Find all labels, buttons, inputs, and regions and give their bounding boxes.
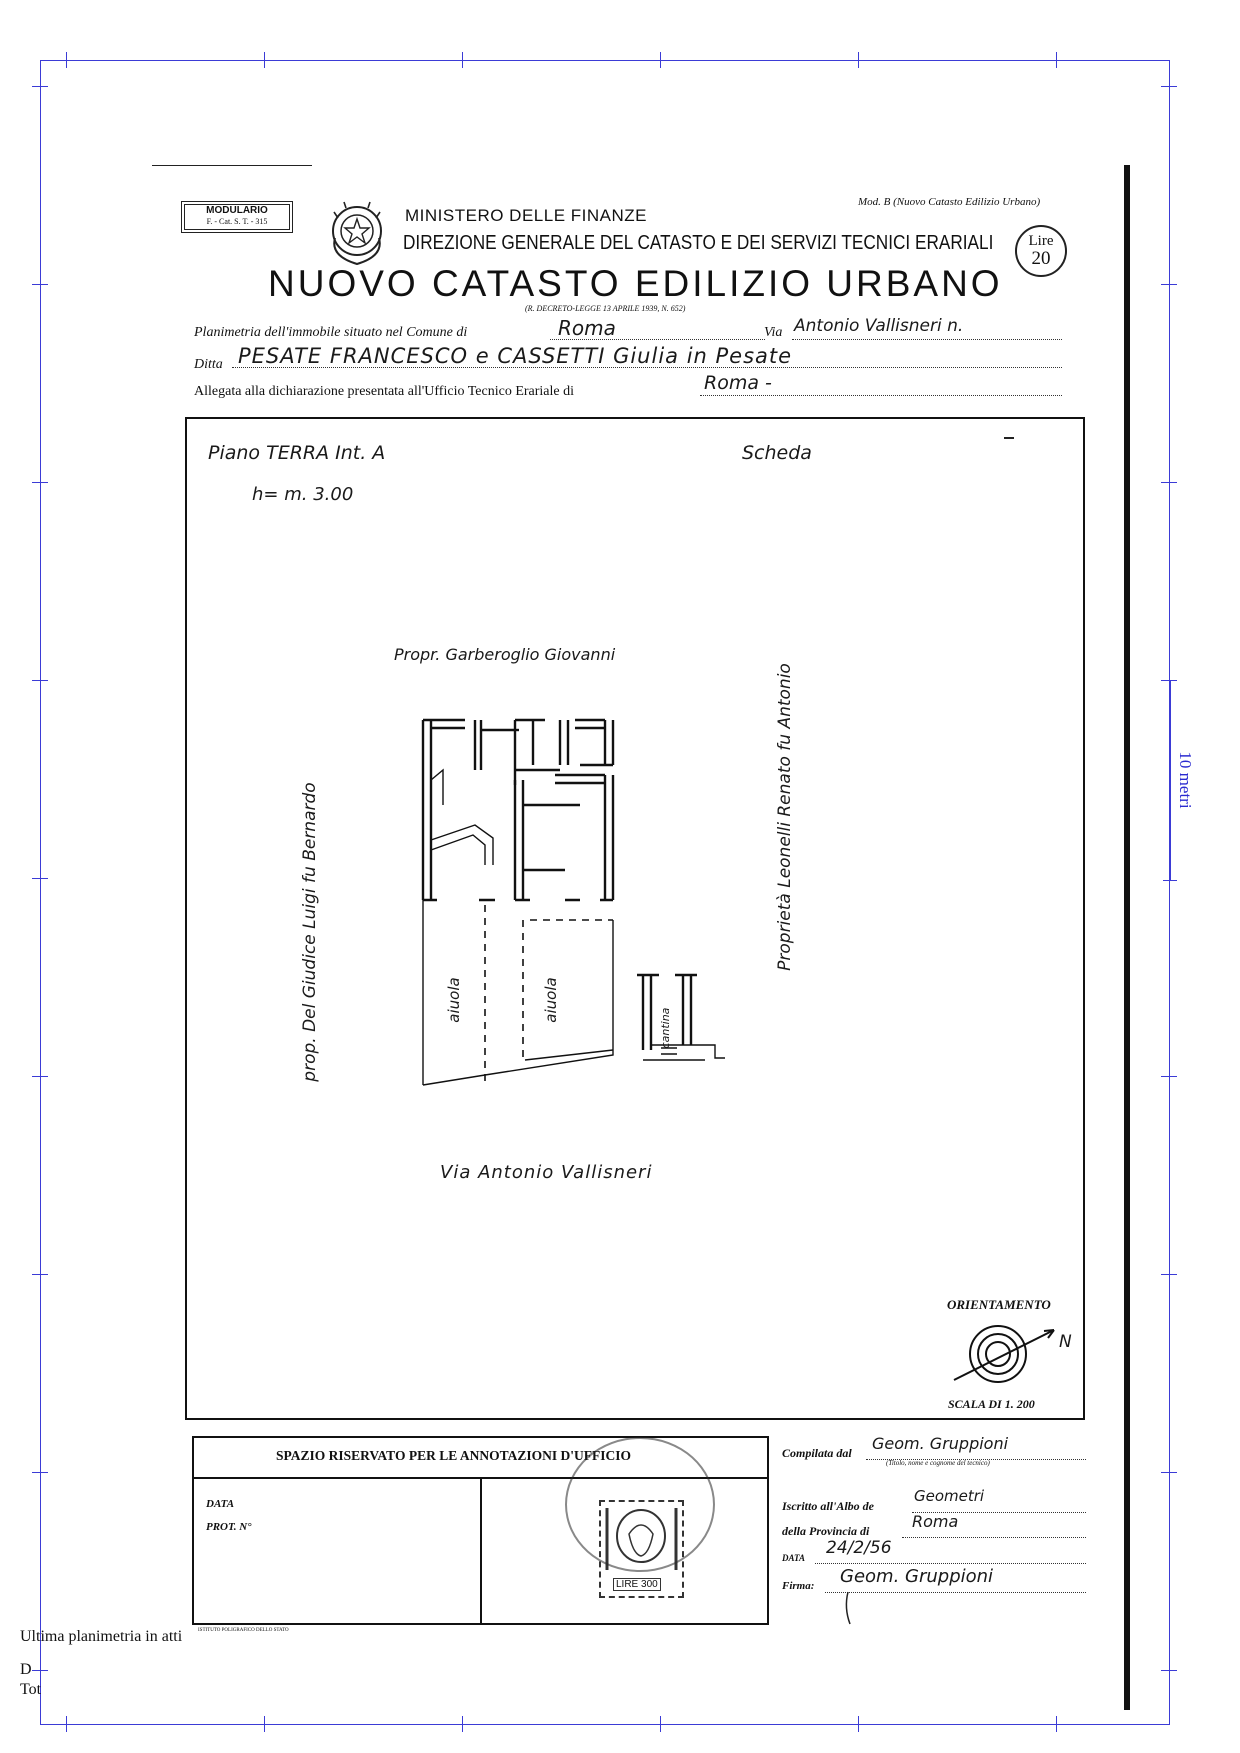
allegata-line bbox=[700, 394, 1062, 396]
tick bbox=[1161, 86, 1177, 87]
allegata-label: Allegata alla dichiarazione presentata all'Ufficio Tecnico Erariale di bbox=[194, 384, 575, 399]
tick bbox=[1161, 1670, 1177, 1671]
spazio-title: SPAZIO RISERVATO PER LE ANNOTAZIONI D'UFFICIO bbox=[276, 1448, 631, 1463]
tick bbox=[858, 1716, 859, 1732]
ministry: MINISTERO DELLE FINANZE bbox=[405, 206, 647, 225]
tick bbox=[264, 1716, 265, 1732]
street-label: Via Antonio Vallisneri bbox=[440, 1162, 653, 1183]
scheda-dash bbox=[1004, 437, 1014, 439]
data-label: DATA bbox=[206, 1498, 235, 1510]
tick bbox=[660, 1716, 661, 1732]
page-right-edge bbox=[1124, 165, 1130, 1710]
tick bbox=[32, 86, 48, 87]
ditta-label: Ditta bbox=[194, 357, 223, 372]
footer-line-2: D bbox=[20, 1661, 32, 1678]
scale-bar bbox=[1170, 680, 1171, 880]
firma-label: Firma: bbox=[782, 1580, 815, 1592]
fee-stamp-line1: Lire bbox=[1028, 233, 1054, 249]
scale-bar-cap bbox=[1163, 880, 1177, 881]
scale-bar-cap bbox=[1163, 680, 1177, 681]
scala-label: SCALA DI 1. 200 bbox=[948, 1397, 1035, 1411]
iscritto-label: Iscritto all'Albo de bbox=[782, 1499, 875, 1513]
emblem-icon bbox=[326, 198, 388, 268]
via-line bbox=[792, 338, 1062, 340]
data2-value: 24/2/56 bbox=[826, 1538, 892, 1558]
compilata-value: Geom. Gruppioni bbox=[872, 1434, 1009, 1453]
mod-b: Mod. B (Nuovo Catasto Edilizio Urbano) bbox=[858, 196, 1041, 208]
via-value: Antonio Vallisneri n. bbox=[794, 316, 964, 336]
via-label: Via bbox=[764, 325, 783, 340]
page-top-edge bbox=[152, 165, 312, 166]
tick bbox=[660, 52, 661, 68]
provincia-line bbox=[902, 1536, 1086, 1538]
decree: (R. DECRETO-LEGGE 13 APRILE 1939, N. 652) bbox=[525, 304, 686, 313]
tick bbox=[1056, 1716, 1057, 1732]
tick bbox=[66, 52, 67, 68]
provincia-value: Roma bbox=[912, 1512, 959, 1531]
stamp-value: LIRE 300 bbox=[613, 1578, 661, 1591]
tick bbox=[1161, 284, 1177, 285]
piano-label: Piano TERRA Int. A bbox=[208, 442, 386, 464]
owner-top: Propr. Garberoglio Giovanni bbox=[394, 645, 616, 664]
tick bbox=[1161, 1472, 1177, 1473]
prot-label: PROT. N° bbox=[206, 1521, 252, 1533]
modulario-box bbox=[184, 204, 290, 230]
tick bbox=[66, 1716, 67, 1732]
modulario-line1: MODULARIO bbox=[206, 205, 268, 216]
tick bbox=[32, 680, 48, 681]
planimetria-label: Planimetria dell'immobile situato nel Comune di bbox=[194, 325, 468, 340]
footer-line-1: Ultima planimetria in atti bbox=[20, 1628, 183, 1645]
frame-bottom bbox=[40, 1724, 1170, 1725]
tick bbox=[32, 1472, 48, 1473]
annotation-divider bbox=[480, 1478, 482, 1625]
ditta-value: PESATE FRANCESCO e CASSETTI Giulia in Pesate bbox=[238, 344, 793, 368]
floor-plan bbox=[415, 690, 755, 1110]
tick bbox=[1161, 1076, 1177, 1077]
comune-value: Roma bbox=[558, 316, 616, 340]
page-title: NUOVO CATASTO EDILIZIO URBANO bbox=[268, 263, 1003, 304]
tick bbox=[858, 52, 859, 68]
allegata-value: Roma - bbox=[704, 372, 772, 394]
tick bbox=[462, 1716, 463, 1732]
frame-left bbox=[40, 60, 41, 1724]
fee-stamp bbox=[1015, 225, 1067, 277]
fee-stamp-line2: 20 bbox=[1031, 248, 1051, 269]
tick bbox=[462, 52, 463, 68]
tick bbox=[32, 482, 48, 483]
tick bbox=[1161, 1274, 1177, 1275]
frame-right bbox=[1169, 60, 1170, 1724]
data2-label: DATA bbox=[782, 1553, 806, 1563]
compilata-label: Compilata dal bbox=[782, 1446, 852, 1460]
tick bbox=[32, 1274, 48, 1275]
signature-icon bbox=[838, 1590, 898, 1626]
compass-icon bbox=[944, 1320, 1074, 1395]
frame-top bbox=[40, 60, 1170, 61]
provincia-label: della Provincia di bbox=[782, 1524, 870, 1538]
tick bbox=[32, 284, 48, 285]
cantina-label: cantina bbox=[659, 1007, 672, 1049]
owner-right: Proprietà Leonelli Renato fu Antonio bbox=[775, 663, 795, 971]
north-label: N bbox=[1059, 1332, 1072, 1352]
tick bbox=[32, 878, 48, 879]
iscritto-value: Geometri bbox=[914, 1487, 985, 1505]
footer-line-3: Tot bbox=[20, 1681, 42, 1698]
tick bbox=[32, 1076, 48, 1077]
tick bbox=[1056, 52, 1057, 68]
orientamento-label: ORIENTAMENTO bbox=[947, 1297, 1051, 1312]
firma-value: Geom. Gruppioni bbox=[840, 1566, 994, 1587]
direzione: DIREZIONE GENERALE DEL CATASTO E DEI SERVIZI TECNICI ERARIALI bbox=[403, 232, 994, 254]
aiuola-1: aiuola bbox=[445, 977, 463, 1023]
scale-label: 10 metri bbox=[1176, 751, 1195, 809]
owner-left: prop. Del Giudice Luigi fu Bernardo bbox=[300, 782, 320, 1082]
tick bbox=[32, 1670, 48, 1671]
tick bbox=[264, 52, 265, 68]
aiuola-2: aiuola bbox=[542, 977, 560, 1023]
printer-note: ISTITUTO POLIGRAFICO DELLO STATO bbox=[198, 1628, 289, 1633]
data2-line bbox=[815, 1562, 1086, 1564]
scheda-label: Scheda bbox=[742, 442, 812, 464]
height-label: h= m. 3.00 bbox=[252, 484, 354, 505]
compilata-caption: (Titolo, nome e cognome del tecnico) bbox=[886, 1459, 990, 1467]
tick bbox=[1161, 482, 1177, 483]
modulario-line2: F. - Cat. S. T. - 315 bbox=[206, 217, 268, 226]
stamp-cancel-icon bbox=[565, 1437, 715, 1572]
